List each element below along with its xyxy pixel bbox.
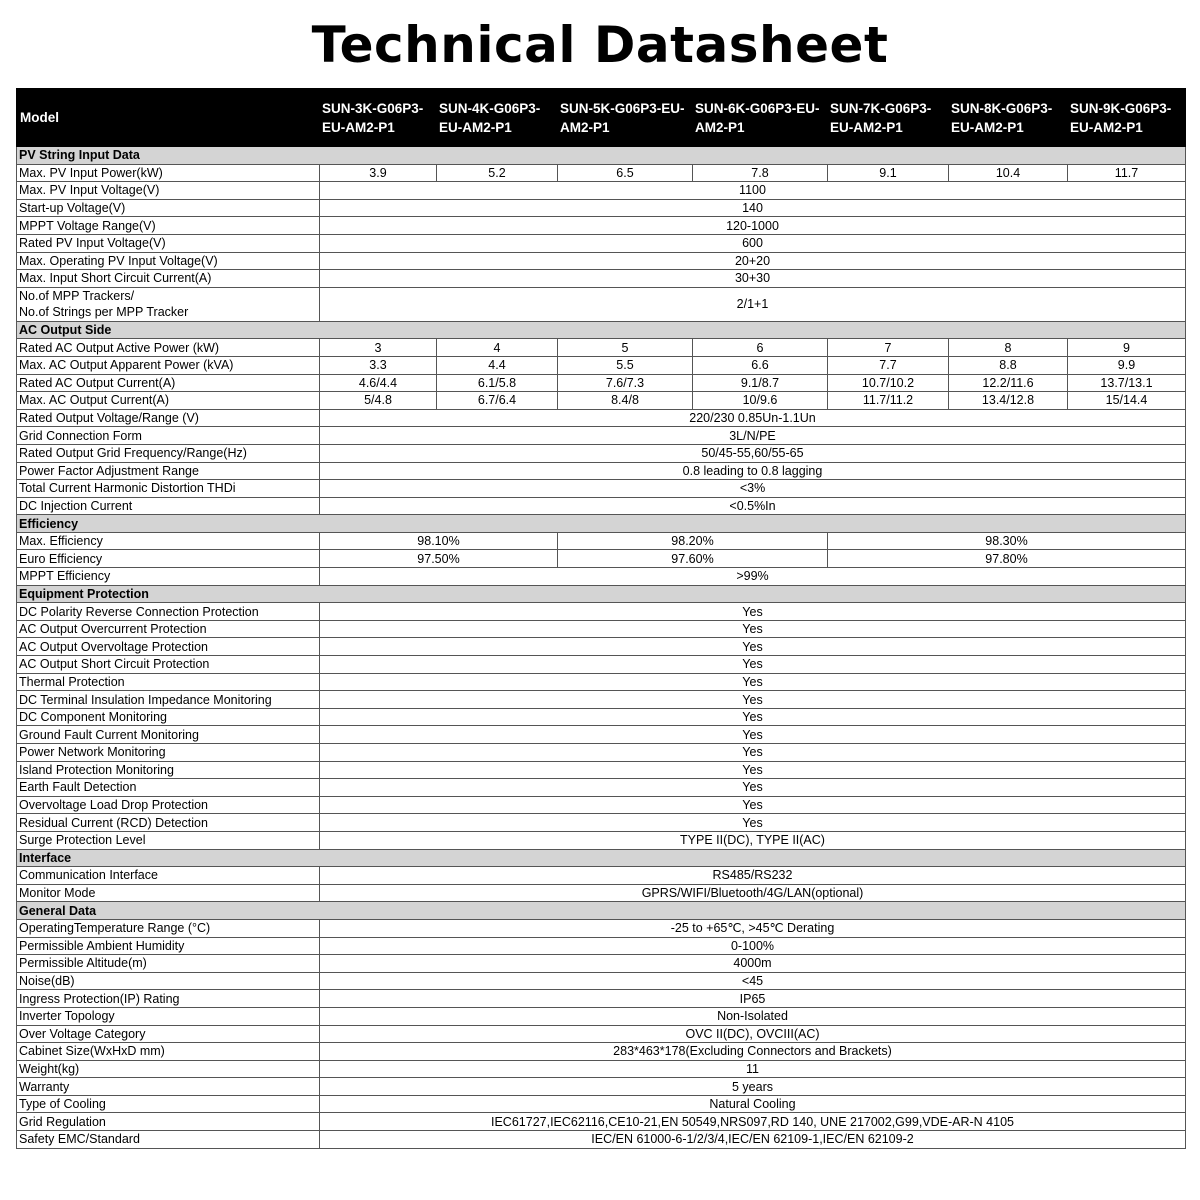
- spec-value: TYPE II(DC), TYPE II(AC): [320, 831, 1186, 849]
- section-title: Interface: [17, 849, 1186, 867]
- spec-label: Overvoltage Load Drop Protection: [17, 796, 320, 814]
- spec-label: Power Factor Adjustment Range: [17, 462, 320, 480]
- spec-row: [17, 444, 1186, 462]
- spec-label: Start-up Voltage(V): [17, 199, 320, 217]
- spec-value: 11.7/11.2: [828, 392, 949, 410]
- spec-value: <45: [320, 972, 1186, 990]
- spec-row: [17, 744, 1186, 762]
- section-header-row: [17, 321, 1186, 339]
- spec-value: Yes: [320, 726, 1186, 744]
- spec-row: [17, 603, 1186, 621]
- spec-row: [17, 164, 1186, 182]
- spec-row: [17, 287, 1186, 321]
- spec-value: Yes: [320, 638, 1186, 656]
- model-name: SUN-8K-G06P3-EU-AM2-P1: [949, 89, 1068, 147]
- spec-value: 98.10%: [320, 532, 558, 550]
- spec-value: Yes: [320, 814, 1186, 832]
- spec-row: [17, 427, 1186, 445]
- spec-row: [17, 270, 1186, 288]
- spec-label: Warranty: [17, 1078, 320, 1096]
- spec-label: Max. Operating PV Input Voltage(V): [17, 252, 320, 270]
- spec-value: 7: [828, 339, 949, 357]
- section-header-row: [17, 849, 1186, 867]
- spec-value: Non-Isolated: [320, 1007, 1186, 1025]
- spec-row: [17, 620, 1186, 638]
- spec-value: 3.9: [320, 164, 437, 182]
- spec-value: 5.2: [437, 164, 558, 182]
- spec-label: Surge Protection Level: [17, 831, 320, 849]
- spec-label: Ground Fault Current Monitoring: [17, 726, 320, 744]
- spec-row: [17, 937, 1186, 955]
- section-title: Equipment Protection: [17, 585, 1186, 603]
- section-title: Efficiency: [17, 515, 1186, 533]
- spec-row: [17, 1025, 1186, 1043]
- spec-label: Total Current Harmonic Distortion THDi: [17, 480, 320, 498]
- spec-value: Yes: [320, 708, 1186, 726]
- spec-value: 4.4: [437, 356, 558, 374]
- spec-label: DC Polarity Reverse Connection Protection: [17, 603, 320, 621]
- section-header-row: [17, 902, 1186, 920]
- spec-label: OperatingTemperature Range (°C): [17, 919, 320, 937]
- spec-value: 3.3: [320, 356, 437, 374]
- spec-label: DC Injection Current: [17, 497, 320, 515]
- model-name: SUN-3K-G06P3-EU-AM2-P1: [320, 89, 437, 147]
- spec-value: 0.8 leading to 0.8 lagging: [320, 462, 1186, 480]
- spec-value: 2/1+1: [320, 287, 1186, 321]
- spec-value: 13.4/12.8: [949, 392, 1068, 410]
- spec-value: >99%: [320, 568, 1186, 586]
- spec-label: Type of Cooling: [17, 1095, 320, 1113]
- spec-value: <0.5%In: [320, 497, 1186, 515]
- spec-value: 4000m: [320, 955, 1186, 973]
- spec-value: 13.7/13.1: [1068, 374, 1186, 392]
- spec-value: OVC II(DC), OVCIII(AC): [320, 1025, 1186, 1043]
- spec-value: Yes: [320, 761, 1186, 779]
- spec-value: 6.5: [558, 164, 693, 182]
- spec-value: 7.6/7.3: [558, 374, 693, 392]
- spec-label: Euro Efficiency: [17, 550, 320, 568]
- spec-label: MPPT Voltage Range(V): [17, 217, 320, 235]
- spec-value: 11: [320, 1060, 1186, 1078]
- spec-row: [17, 708, 1186, 726]
- spec-value: Yes: [320, 620, 1186, 638]
- spec-row: [17, 1113, 1186, 1131]
- spec-label: Rated Output Voltage/Range (V): [17, 409, 320, 427]
- spec-value: 10/9.6: [693, 392, 828, 410]
- spec-value: Yes: [320, 673, 1186, 691]
- spec-row: [17, 497, 1186, 515]
- spec-label: Cabinet Size(WxHxD mm): [17, 1043, 320, 1061]
- spec-value: Natural Cooling: [320, 1095, 1186, 1113]
- spec-value: Yes: [320, 691, 1186, 709]
- spec-label: Max. Input Short Circuit Current(A): [17, 270, 320, 288]
- spec-label: Safety EMC/Standard: [17, 1131, 320, 1149]
- spec-label: Over Voltage Category: [17, 1025, 320, 1043]
- spec-label: Max. AC Output Current(A): [17, 392, 320, 410]
- spec-row: [17, 1007, 1186, 1025]
- spec-value: 6: [693, 339, 828, 357]
- spec-row: [17, 1131, 1186, 1149]
- spec-row: [17, 673, 1186, 691]
- spec-row: [17, 779, 1186, 797]
- spec-label: Rated AC Output Current(A): [17, 374, 320, 392]
- spec-label: Grid Connection Form: [17, 427, 320, 445]
- spec-value: 3L/N/PE: [320, 427, 1186, 445]
- spec-label: Max. PV Input Power(kW): [17, 164, 320, 182]
- section-header-row: [17, 515, 1186, 533]
- spec-row: [17, 462, 1186, 480]
- spec-label: Max. AC Output Apparent Power (kVA): [17, 356, 320, 374]
- spec-row: [17, 1095, 1186, 1113]
- spec-row: [17, 972, 1186, 990]
- spec-value: 5: [558, 339, 693, 357]
- spec-label: Grid Regulation: [17, 1113, 320, 1131]
- spec-label: AC Output Overvoltage Protection: [17, 638, 320, 656]
- spec-row: [17, 568, 1186, 586]
- spec-value: 15/14.4: [1068, 392, 1186, 410]
- datasheet-table: [16, 88, 1186, 1149]
- spec-row: [17, 550, 1186, 568]
- spec-value: 8: [949, 339, 1068, 357]
- section-title: General Data: [17, 902, 1186, 920]
- spec-label: Communication Interface: [17, 867, 320, 885]
- spec-row: [17, 726, 1186, 744]
- spec-value: 12.2/11.6: [949, 374, 1068, 392]
- spec-label: Rated Output Grid Frequency/Range(Hz): [17, 444, 320, 462]
- spec-value: 600: [320, 234, 1186, 252]
- spec-label: Island Protection Monitoring: [17, 761, 320, 779]
- spec-value: 8.8: [949, 356, 1068, 374]
- spec-label: Max. Efficiency: [17, 532, 320, 550]
- spec-value: 10.7/10.2: [828, 374, 949, 392]
- spec-value: GPRS/WIFI/Bluetooth/4G/LAN(optional): [320, 884, 1186, 902]
- spec-value: 11.7: [1068, 164, 1186, 182]
- spec-label: MPPT Efficiency: [17, 568, 320, 586]
- spec-value: 97.80%: [828, 550, 1186, 568]
- spec-value: -25 to +65℃, >45℃ Derating: [320, 919, 1186, 937]
- spec-row: [17, 638, 1186, 656]
- spec-value: Yes: [320, 744, 1186, 762]
- spec-row: [17, 409, 1186, 427]
- spec-label: Rated PV Input Voltage(V): [17, 234, 320, 252]
- spec-value: Yes: [320, 603, 1186, 621]
- spec-row: [17, 532, 1186, 550]
- page-title: Technical Datasheet: [311, 16, 889, 74]
- spec-value: 140: [320, 199, 1186, 217]
- spec-value: 9: [1068, 339, 1186, 357]
- spec-value: 20+20: [320, 252, 1186, 270]
- spec-value: 30+30: [320, 270, 1186, 288]
- spec-row: [17, 217, 1186, 235]
- spec-label: Rated AC Output Active Power (kW): [17, 339, 320, 357]
- spec-row: [17, 234, 1186, 252]
- spec-row: [17, 199, 1186, 217]
- spec-label: DC Component Monitoring: [17, 708, 320, 726]
- spec-row: [17, 480, 1186, 498]
- spec-label: Ingress Protection(IP) Rating: [17, 990, 320, 1008]
- section-header-row: [17, 147, 1186, 165]
- section-title: PV String Input Data: [17, 147, 1186, 165]
- spec-label: Thermal Protection: [17, 673, 320, 691]
- model-header: Model: [17, 89, 320, 147]
- spec-value: RS485/RS232: [320, 867, 1186, 885]
- spec-row: [17, 761, 1186, 779]
- model-name: SUN-6K-G06P3-EU-AM2-P1: [693, 89, 828, 147]
- spec-value: 220/230 0.85Un-1.1Un: [320, 409, 1186, 427]
- spec-label: Permissible Ambient Humidity: [17, 937, 320, 955]
- spec-value: 4: [437, 339, 558, 357]
- spec-row: [17, 1060, 1186, 1078]
- spec-label: Permissible Altitude(m): [17, 955, 320, 973]
- spec-value: 9.9: [1068, 356, 1186, 374]
- model-name: SUN-7K-G06P3-EU-AM2-P1: [828, 89, 949, 147]
- spec-value: 97.50%: [320, 550, 558, 568]
- spec-row: [17, 392, 1186, 410]
- section-header-row: [17, 585, 1186, 603]
- spec-label: Inverter Topology: [17, 1007, 320, 1025]
- spec-value: 6.1/5.8: [437, 374, 558, 392]
- spec-value: 10.4: [949, 164, 1068, 182]
- spec-value: 6.6: [693, 356, 828, 374]
- spec-label: Earth Fault Detection: [17, 779, 320, 797]
- spec-row: [17, 656, 1186, 674]
- spec-label: Residual Current (RCD) Detection: [17, 814, 320, 832]
- spec-value: Yes: [320, 796, 1186, 814]
- spec-row: [17, 252, 1186, 270]
- spec-label: AC Output Short Circuit Protection: [17, 656, 320, 674]
- spec-value: 120-1000: [320, 217, 1186, 235]
- spec-value: Yes: [320, 779, 1186, 797]
- spec-label: No.of MPP Trackers/ No.of Strings per MPP Tracker: [17, 287, 320, 321]
- spec-row: [17, 955, 1186, 973]
- spec-value: <3%: [320, 480, 1186, 498]
- spec-row: [17, 1078, 1186, 1096]
- spec-label: AC Output Overcurrent Protection: [17, 620, 320, 638]
- spec-value: 50/45-55,60/55-65: [320, 444, 1186, 462]
- spec-value: 97.60%: [558, 550, 828, 568]
- spec-row: [17, 356, 1186, 374]
- spec-value: Yes: [320, 656, 1186, 674]
- spec-row: [17, 1043, 1186, 1061]
- spec-row: [17, 182, 1186, 200]
- spec-value: 7.7: [828, 356, 949, 374]
- spec-row: [17, 339, 1186, 357]
- spec-label: DC Terminal Insulation Impedance Monitoring: [17, 691, 320, 709]
- spec-value: 5 years: [320, 1078, 1186, 1096]
- spec-row: [17, 884, 1186, 902]
- spec-row: [17, 691, 1186, 709]
- header-row: [17, 89, 1186, 147]
- spec-label: Power Network Monitoring: [17, 744, 320, 762]
- spec-value: 1100: [320, 182, 1186, 200]
- spec-label: Max. PV Input Voltage(V): [17, 182, 320, 200]
- spec-label: Weight(kg): [17, 1060, 320, 1078]
- spec-row: [17, 831, 1186, 849]
- spec-value: 8.4/8: [558, 392, 693, 410]
- spec-value: 5.5: [558, 356, 693, 374]
- spec-row: [17, 374, 1186, 392]
- spec-row: [17, 990, 1186, 1008]
- spec-row: [17, 867, 1186, 885]
- datasheet-body: [17, 89, 1186, 1149]
- spec-value: 283*463*178(Excluding Connectors and Brackets): [320, 1043, 1186, 1061]
- spec-row: [17, 814, 1186, 832]
- spec-value: IP65: [320, 990, 1186, 1008]
- spec-value: 6.7/6.4: [437, 392, 558, 410]
- spec-value: 0-100%: [320, 937, 1186, 955]
- spec-row: [17, 919, 1186, 937]
- spec-label: Noise(dB): [17, 972, 320, 990]
- spec-value: 98.30%: [828, 532, 1186, 550]
- model-name: SUN-5K-G06P3-EU-AM2-P1: [558, 89, 693, 147]
- spec-value: 4.6/4.4: [320, 374, 437, 392]
- spec-label: Monitor Mode: [17, 884, 320, 902]
- spec-row: [17, 796, 1186, 814]
- section-title: AC Output Side: [17, 321, 1186, 339]
- model-name: SUN-4K-G06P3-EU-AM2-P1: [437, 89, 558, 147]
- spec-value: 5/4.8: [320, 392, 437, 410]
- spec-value: IEC61727,IEC62116,CE10-21,EN 50549,NRS097,RD 140, UNE 217002,G99,VDE-AR-N 4105: [320, 1113, 1186, 1131]
- spec-value: 7.8: [693, 164, 828, 182]
- spec-value: 9.1/8.7: [693, 374, 828, 392]
- spec-value: IEC/EN 61000-6-1/2/3/4,IEC/EN 62109-1,IEC/EN 62109-2: [320, 1131, 1186, 1149]
- spec-value: 98.20%: [558, 532, 828, 550]
- model-name: SUN-9K-G06P3-EU-AM2-P1: [1068, 89, 1186, 147]
- spec-value: 3: [320, 339, 437, 357]
- spec-value: 9.1: [828, 164, 949, 182]
